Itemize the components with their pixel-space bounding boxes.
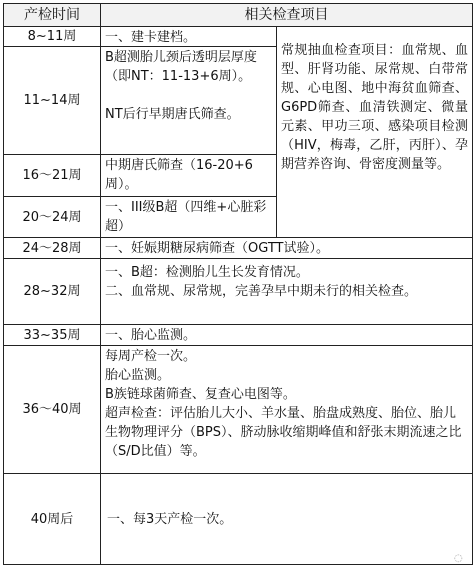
header-period [3, 3, 100, 26]
items-cell: B超测胎儿颈后透明层厚度（即NT：11-13+6周）。 NT后行早期唐氏筛查。 [100, 46, 276, 154]
period-cell: 8~11周 [3, 26, 100, 46]
period-cell: 20～24周 [3, 196, 100, 237]
period-cell: 16～21周 [3, 154, 100, 196]
items-cell: 每周产检一次。 胎心监测。 B族链球菌筛查、复查心电图等。 超声检查：评估胎儿大小、羊水量、胎盘成熟度、胎位、胎儿生物物理评分（BPS）、脐动脉收缩期峰值和舒张末期流速之比（S/D比值）等。 [100, 345, 473, 473]
period-cell: 36～40周 [3, 345, 100, 473]
period-cell: 40周后 [3, 473, 100, 565]
period-cell: 24～28周 [3, 237, 100, 258]
blood-tests-text: 常规抽血检查项目：血常规、血型、肝肾功能、尿常规、白带常规、心电图、地中海贫血筛查、G6PD筛查、血清铁测定、微量元素、甲功三项、感染项目检测（HIV，梅毒，乙肝，丙肝）、孕期营养咨询、骨密度测量等。 [281, 43, 468, 172]
period-cell: 33~35周 [3, 324, 100, 345]
items-cell: 中期唐氏筛查（16-20+6周）。 [100, 154, 276, 196]
items-cell: 一、胎心监测。 [100, 324, 473, 345]
prenatal-checkup-table [3, 3, 473, 565]
blood-tests-cell [276, 26, 473, 237]
header-items [100, 3, 473, 26]
period-cell: 28~32周 [3, 258, 100, 324]
header-items-label: 相关检查项目 [244, 6, 329, 23]
items-cell: 一、每3天产检一次。 [100, 473, 473, 565]
period-cell: 11~14周 [3, 46, 100, 154]
items-cell: 一、妊娠期糖尿病筛查（OGTT试验）。 [100, 237, 473, 258]
items-cell: 一、B超：检测胎儿生长发育情况。 二、血常规、尿常规，完善孕早中期未行的相关检查。 [100, 258, 473, 324]
items-cell: 一、建卡建档。 [100, 26, 276, 46]
watermark-icon: ◌ [454, 553, 463, 564]
header-period-label: 产检时间 [24, 6, 80, 23]
items-cell: 一、III级B超（四维+心脏彩超） [100, 196, 276, 237]
